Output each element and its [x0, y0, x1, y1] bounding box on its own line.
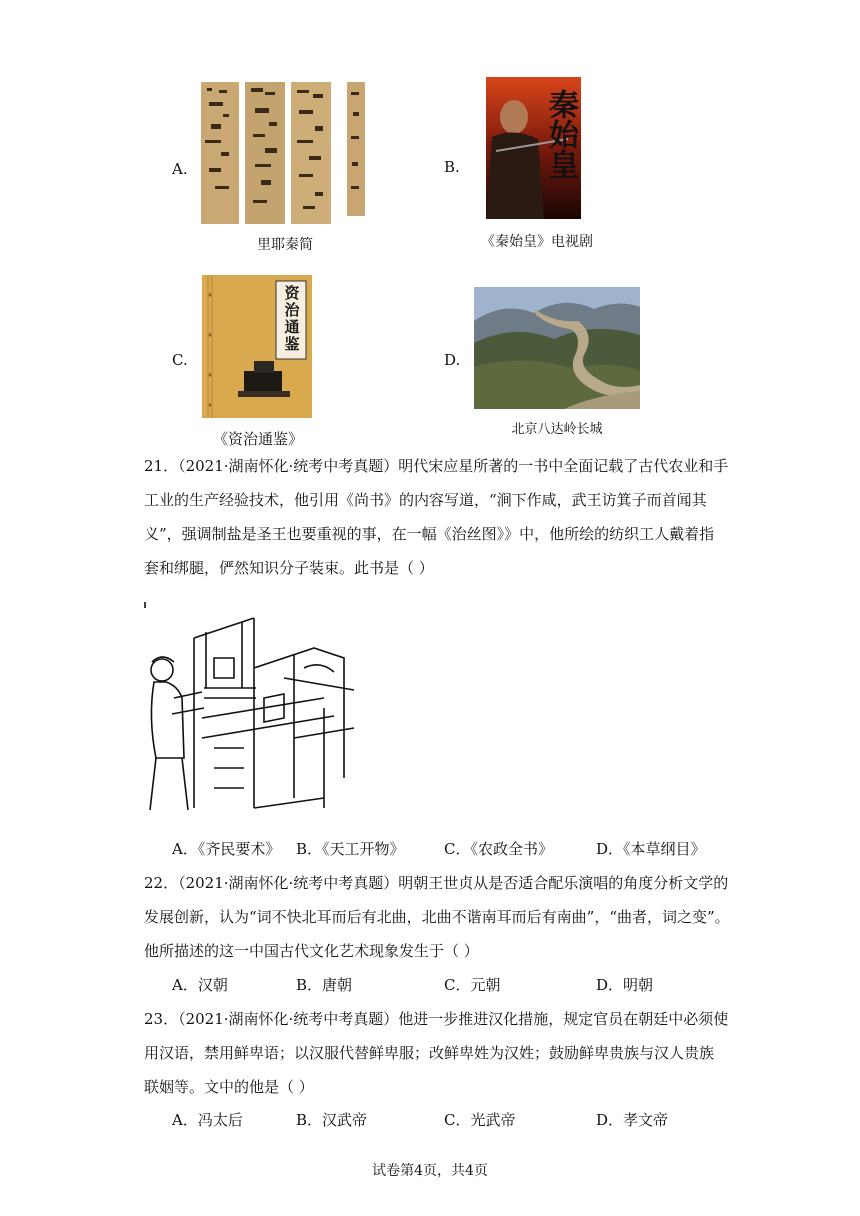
weaving-loom-illustration — [144, 598, 366, 820]
question-23 — [144, 1002, 728, 1104]
question-21-line: 21．（2021·湖南怀化·统考中考真题）明代宋应星所著的一书中全面记载了古代农业和手 — [144, 457, 729, 475]
option-c-letter: C. — [172, 351, 188, 369]
liye-qin-slips-image — [199, 82, 371, 224]
question-22 — [144, 866, 730, 968]
q23-option-c: C．光武帝 — [444, 1111, 516, 1129]
q22-option-a: A．汉朝 — [172, 976, 228, 994]
q23-option-a: A．冯太后 — [172, 1111, 243, 1129]
q21-option-a: A．《齐民要术》 — [172, 840, 281, 858]
question-21-line: 工业的生产经验技术，他引用《尚书》的内容写道，“涧下作咸，武王访箕子而首闻其 — [144, 491, 707, 509]
q23-option-d: D．孝文帝 — [596, 1111, 669, 1129]
option-a-caption: 里耶秦简 — [257, 237, 313, 253]
option-c-caption: 《资治通鉴》 — [212, 430, 303, 448]
question-23-line: 23．（2021·湖南怀化·统考中考真题）他进一步推进汉化措施，规定官员在朝廷中必须使 — [144, 1010, 729, 1028]
q22-option-d: D．明朝 — [596, 976, 654, 994]
option-d-caption: 北京八达岭长城 — [511, 422, 603, 437]
question-23-line: 用汉语，禁用鲜卑语；以汉服代替鲜卑服；改鲜卑姓为汉姓；鼓励鲜卑贵族与汉人贵族 — [144, 1044, 715, 1062]
q21-option-c: C．《农政全书》 — [444, 840, 553, 858]
q22-option-b: B．唐朝 — [296, 976, 353, 994]
badaling-great-wall-image — [474, 287, 640, 409]
poster-title-text: 秦始皇 — [543, 89, 578, 179]
option-a-letter: A. — [172, 160, 188, 178]
q21-option-d: D．《本草纲目》 — [596, 840, 706, 858]
option-b-letter: B. — [444, 158, 460, 176]
page-footer: 试卷第4页，共4页 — [372, 1163, 488, 1179]
question-21-line: 义”，强调制盐是圣王也要重视的事，在一幅《治丝图》》中，他所绘的纺织工人戴着指 — [144, 525, 715, 543]
zizhi-tongjian-book-image — [202, 275, 312, 418]
question-23-line: 联姻等。文中的他是（ ） — [144, 1078, 314, 1096]
q21-option-b: B．《天工开物》 — [296, 840, 405, 858]
book-cover-title: 资治通鉴 — [284, 284, 300, 353]
question-22-line: 22．（2021·湖南怀化·统考中考真题）明朝王世贞从是否适合配乐演唱的角度分析文学的 — [144, 874, 729, 892]
question-21 — [144, 449, 728, 585]
question-22-line: 发展创新，认为“词不快北耳而后有北曲，北曲不谐南耳而后有南曲”，“曲者，词之变”。 — [144, 908, 730, 926]
option-b-caption: 《秦始皇》电视剧 — [481, 234, 593, 250]
question-21-line: 套和绑腿，俨然知识分子装束。此书是（ ） — [144, 559, 434, 577]
question-22-line: 他所描述的这一中国古代文化艺术现象发生于（ ） — [144, 942, 479, 960]
q23-option-b: B．汉武帝 — [296, 1111, 368, 1129]
q22-option-c: C．元朝 — [444, 976, 501, 994]
qin-shihuang-tv-poster-image — [486, 77, 581, 219]
option-d-letter: D. — [444, 351, 461, 369]
